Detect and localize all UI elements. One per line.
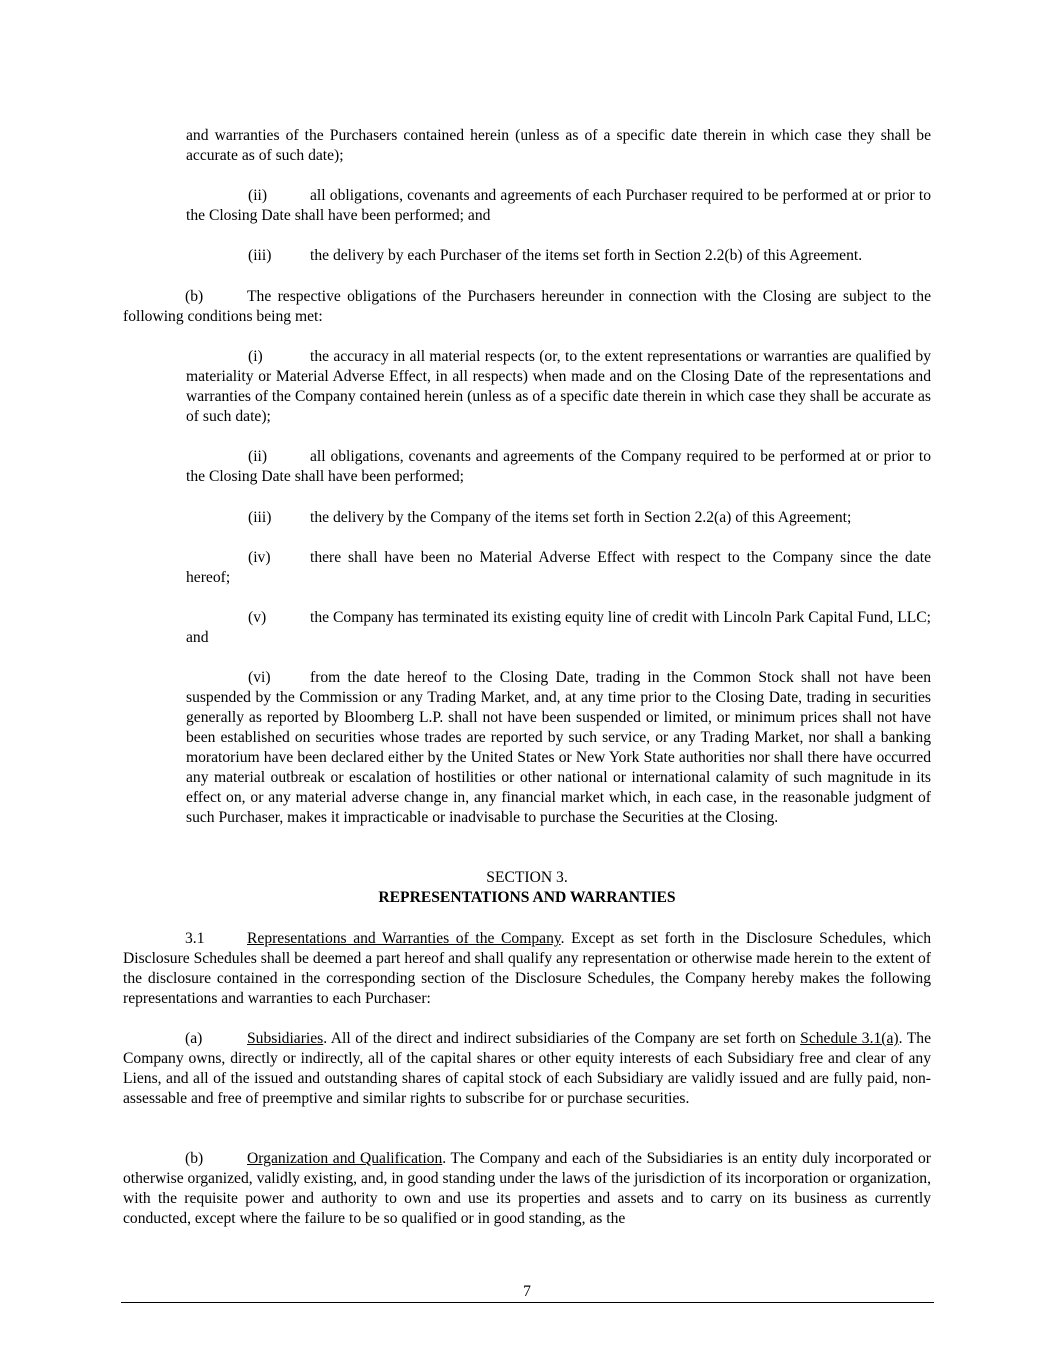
section-title: REPRESENTATIONS AND WARRANTIES xyxy=(378,889,676,906)
clause-b-vi xyxy=(186,668,931,828)
clause-a-iii xyxy=(186,246,931,266)
clause-number: (b) xyxy=(185,288,204,305)
clause-b-v xyxy=(186,608,931,648)
clause-text: The respective obligations of the Purchasers hereunder in connection with the Closing are subject to the following conditions being met: xyxy=(123,288,931,325)
section-number: (b) xyxy=(185,1150,204,1167)
clause-text: all obligations, covenants and agreements of the Company required to be performed at or prior to the Closing Date shall have been performed; xyxy=(186,448,931,485)
section-heading: Organization and Qualification xyxy=(247,1150,443,1167)
clause-number: (ii) xyxy=(248,448,268,465)
section-text: . The Company and each of the Subsidiaries is an entity duly incorporated or otherwise organized, validly existing, and, in good standing under the laws of the jurisdiction of its incorporation or organization, with the requisite power and authority to own and use its properties and assets and to carry on its business as currently conducted, except where the failure to be so qualified or in good standing, as the xyxy=(123,1150,931,1227)
section-3-1-a xyxy=(123,1029,931,1109)
section-3-1-b xyxy=(123,1149,931,1229)
clause-text: the Company has terminated its existing equity line of credit with Lincoln Park Capital Fund, LLC; and xyxy=(186,609,931,646)
schedule-reference: Schedule 3.1(a) xyxy=(800,1030,899,1047)
section-label: SECTION 3. xyxy=(486,869,568,886)
section-text: . Except as set forth in the Disclosure Schedules, which Disclosure Schedules shall be deemed a part hereof and shall qualify any representation or otherwise made herein to the extent of the disclosure contained in the corresponding section of the Disclosure Schedules, the Company hereby makes the following representations and warranties to each Purchaser: xyxy=(123,930,931,1007)
section-text: . All of the direct and indirect subsidiaries of the Company are set forth on xyxy=(323,1030,801,1047)
clause-number: (iii) xyxy=(248,247,272,264)
clause-b-i xyxy=(186,347,931,427)
continued-paragraph xyxy=(186,126,931,166)
section-number: 3.1 xyxy=(185,930,205,947)
page-number: 7 xyxy=(523,1283,531,1300)
section-number: (a) xyxy=(185,1030,203,1047)
clause-text: the accuracy in all material respects (or, to the extent representations or warranties are qualified by materiality or Material Adverse Effect, in all respects) when made and on the Closing Date of the representations and warranties of the Company contained herein (unless as of a specific date therein in which case they shall be accurate as of such date); xyxy=(186,348,931,425)
clause-a-ii xyxy=(186,186,931,226)
clause-number: (v) xyxy=(248,609,267,626)
section-3-1 xyxy=(123,929,931,1009)
clause-number: (i) xyxy=(248,348,263,365)
clause-text: there shall have been no Material Adverse Effect with respect to the Company since the date hereof; xyxy=(186,549,931,586)
footer-rule xyxy=(121,1302,934,1303)
clause-text: all obligations, covenants and agreements of each Purchaser required to be performed at or prior to the Closing Date shall have been performed; and xyxy=(186,187,931,224)
clause-number: (iv) xyxy=(248,549,271,566)
clause-number: (iii) xyxy=(248,509,272,526)
section-heading: Representations and Warranties of the Company xyxy=(247,930,561,947)
clause-b-ii xyxy=(186,447,931,487)
clause-text: the delivery by the Company of the items set forth in Section 2.2(a) of this Agreement; xyxy=(310,509,852,526)
clause-b xyxy=(123,287,931,327)
clause-number: (ii) xyxy=(248,187,268,204)
clause-text: from the date hereof to the Closing Date, trading in the Common Stock shall not have been suspended by the Commission or any Trading Market, and, at any time prior to the Closing Date, trading in securities generally as reported by Bloomberg L.P. shall not have been suspended or limited, or minimum prices shall not have been established on securities whose trades are reported by such service, or any Trading Market, nor shall a banking moratorium have been declared either by the United States or New York State authorities nor shall there have occurred any material outbreak or escalation of hostilities or other national or international calamity of such magnitude in its effect on, or any material adverse change in, any financial market which, in each case, in the reasonable judgment of such Purchaser, makes it impracticable or inadvisable to purchase the Securities at the Closing. xyxy=(186,669,931,826)
paragraph-text: and warranties of the Purchasers contained herein (unless as of a specific date therein in which case they shall be accurate as of such date); xyxy=(186,127,931,164)
section-text: . The Company owns, directly or indirectly, all of the capital shares or other equity interests of each Subsidiary free and clear of any Liens, and all of the issued and outstanding shares of capital stock of each Subsidiary are validly issued and are fully paid, non-assessable and free of preemptive and similar rights to subscribe for or purchase securities. xyxy=(123,1030,931,1107)
clause-b-iii xyxy=(186,508,931,528)
section-heading: Subsidiaries xyxy=(247,1030,324,1047)
clause-number: (vi) xyxy=(248,669,271,686)
clause-b-iv xyxy=(186,548,931,588)
clause-text: the delivery by each Purchaser of the items set forth in Section 2.2(b) of this Agreement. xyxy=(310,247,863,264)
